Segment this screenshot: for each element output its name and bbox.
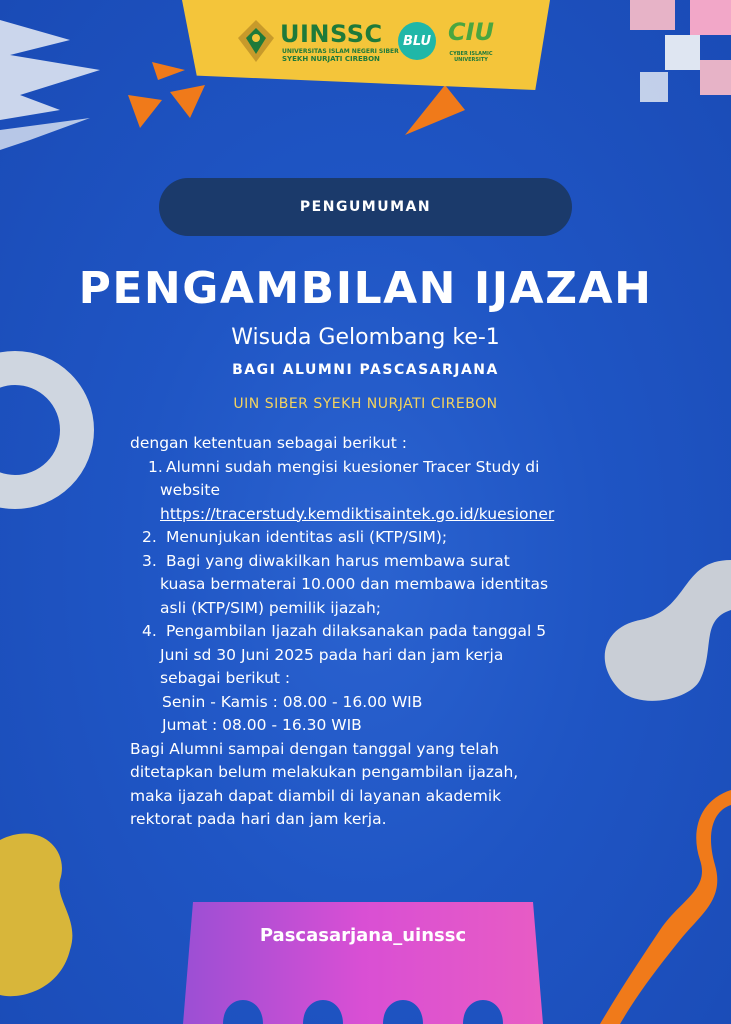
item-text: sebagai berikut : bbox=[160, 669, 291, 687]
closing-text: ditetapkan belum melakukan pengambilan ijazah, bbox=[130, 763, 519, 781]
institution-label: UIN SIBER SYEKH NURJATI CIREBON bbox=[233, 396, 498, 412]
schedule-friday: Jumat : 08.00 - 16.30 WIB bbox=[162, 716, 362, 734]
ciu-logo bbox=[446, 18, 496, 68]
schedule-weekdays: Senin - Kamis : 08.00 - 16.00 WIB bbox=[162, 692, 423, 711]
list-item bbox=[130, 526, 630, 550]
announcement-badge: PENGUMUMAN bbox=[159, 178, 572, 236]
item-number: 1. bbox=[148, 457, 163, 476]
item-text: asli (KTP/SIM) pemilik ijazah; bbox=[160, 598, 382, 617]
item-text: Pengambilan Ijazah dilaksanakan pada tanggal 5 bbox=[166, 622, 547, 640]
item-text: website bbox=[160, 481, 221, 499]
item-text: Bagi yang diwakilkan harus membawa surat bbox=[166, 551, 510, 570]
closing-text: Bagi Alumni sampai dengan tanggal yang telah bbox=[130, 739, 499, 758]
closing-text: maka ijazah dapat diambil di layanan akademik bbox=[130, 786, 502, 805]
item-text: Juni sd 30 Juni 2025 pada hari dan jam kerja bbox=[160, 645, 504, 664]
item-text: kuasa bermaterai 10.000 dan membawa identitas bbox=[160, 575, 549, 593]
item-number: 4. bbox=[142, 622, 157, 640]
item-text: Alumni sudah mengisi kuesioner Tracer Study di bbox=[166, 457, 540, 476]
footer-banner bbox=[183, 902, 543, 1024]
list-item bbox=[130, 456, 630, 527]
intro-text: dengan ketentuan sebagai berikut : bbox=[130, 434, 407, 452]
page-subtitle: Wisuda Gelombang ke-1 bbox=[231, 325, 500, 350]
audience-label: BAGI ALUMNI PASCASARJANA bbox=[232, 362, 499, 378]
ciu-logo-subtitle: CYBER ISLAMIC UNIVERSITY bbox=[449, 51, 493, 63]
closing-text: rektorat pada hari dan jam kerja. bbox=[130, 810, 387, 828]
page-title: PENGAMBILAN IJAZAH bbox=[78, 263, 653, 314]
blu-logo: BLU bbox=[398, 22, 436, 60]
logo-subtitle-1: UNIVERSITAS ISLAM NEGERI SIBER bbox=[282, 48, 399, 55]
item-number: 2. bbox=[142, 528, 157, 546]
item-number: 3. bbox=[142, 551, 157, 570]
item-text: Menunjukan identitas asli (KTP/SIM); bbox=[166, 528, 448, 546]
ciu-logo-text: CIU bbox=[447, 18, 495, 46]
list-item bbox=[130, 620, 630, 738]
logo-subtitle-2: SYEKH NURJATI CIREBON bbox=[282, 55, 380, 63]
list-item bbox=[130, 550, 630, 621]
announcement-body bbox=[130, 432, 630, 832]
social-handle[interactable]: Pascasarjana_uinssc bbox=[259, 925, 467, 946]
logo-name: UINSSC bbox=[280, 20, 383, 48]
tracer-study-link[interactable]: https://tracerstudy.kemdiktisaintek.go.id/kuesioner bbox=[160, 504, 555, 523]
uinssc-emblem-icon bbox=[236, 18, 276, 64]
